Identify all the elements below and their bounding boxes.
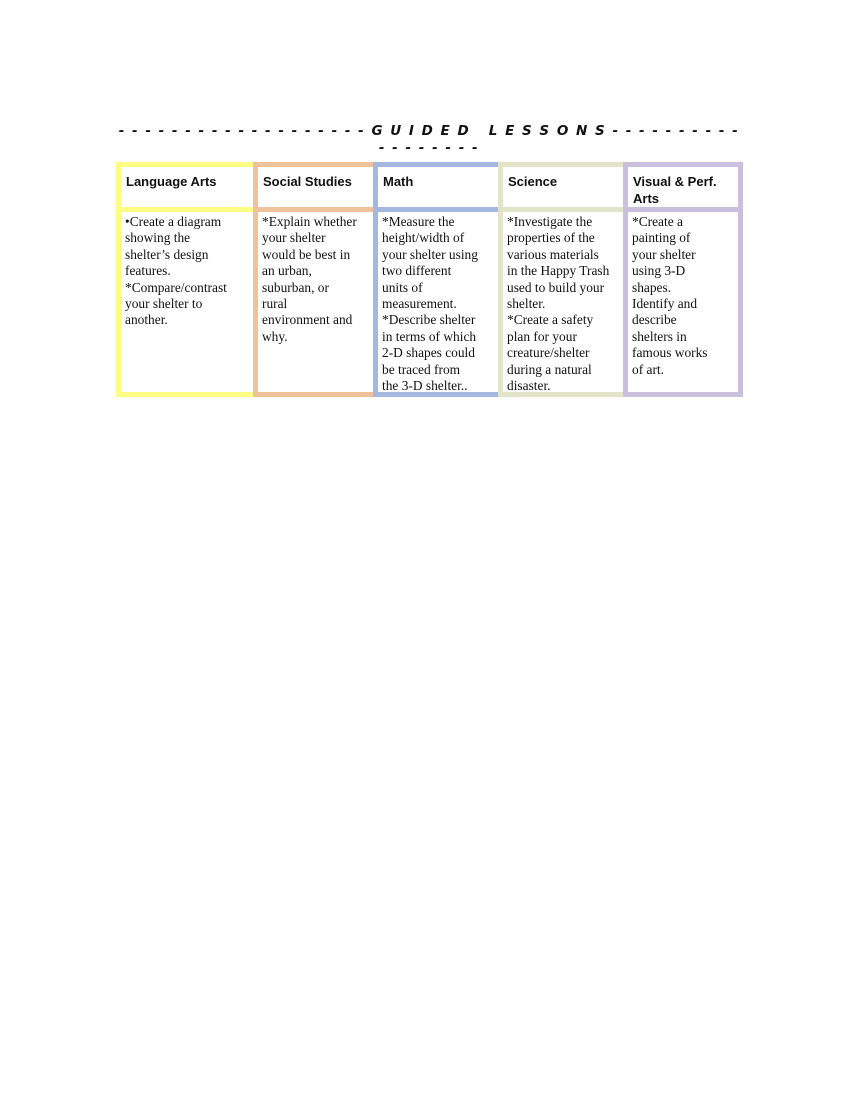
- column-social-studies: [253, 162, 378, 397]
- lesson-text-line: an urban,: [262, 263, 312, 279]
- lesson-text-line: Identify and: [632, 296, 698, 312]
- lesson-text-line: used to build your: [507, 279, 605, 295]
- lesson-text-line: measurement.: [382, 296, 457, 312]
- lesson-text-line: various materials: [507, 246, 599, 262]
- lesson-text-line: be traced from: [382, 361, 461, 377]
- lesson-text-line: *Describe shelter: [382, 312, 476, 328]
- lesson-text-line: of art.: [632, 361, 664, 377]
- lesson-text-line: another.: [125, 312, 168, 328]
- lesson-text-line: why.: [262, 328, 288, 344]
- column-body: [628, 212, 738, 378]
- lesson-text-line: would be best in: [262, 246, 351, 262]
- lesson-text-line: your shelter to: [125, 296, 203, 312]
- lesson-text-line: shelter’s design: [125, 246, 209, 262]
- column-body: [121, 212, 253, 329]
- lesson-text-line: shelters in: [632, 328, 687, 344]
- lesson-text-line: shapes.: [632, 279, 672, 295]
- column-science: [498, 162, 628, 397]
- lesson-text-line: *Compare/contrast: [125, 279, 227, 295]
- lesson-text-line: rural: [262, 296, 288, 312]
- column-math: [373, 162, 503, 397]
- lesson-text-line: 2-D shapes could: [382, 345, 475, 361]
- lesson-text-line: painting of: [632, 230, 691, 246]
- lesson-text-line: showing the: [125, 230, 191, 246]
- lesson-text-line: disaster.: [507, 378, 551, 394]
- lesson-text-line: your shelter: [262, 230, 326, 246]
- lesson-text-line: *Investigate the: [507, 214, 593, 229]
- lesson-text-line: *Measure the: [382, 214, 455, 229]
- column-heading: Visual & Perf. Arts: [633, 174, 717, 206]
- lesson-text-line: *Create a: [632, 214, 683, 229]
- lesson-text-line: units of: [382, 279, 423, 295]
- lesson-text-line: during a natural: [507, 361, 592, 377]
- column-language-arts: [116, 162, 258, 397]
- lesson-text-line: famous works: [632, 345, 708, 361]
- column-body: [503, 212, 623, 394]
- lesson-text-line: *Explain whether: [262, 214, 357, 229]
- lesson-text-line: shelter.: [507, 296, 546, 312]
- lesson-text-line: •Create a diagram: [125, 214, 222, 229]
- column-body: [378, 212, 498, 394]
- column-visual-perf-arts: [623, 162, 743, 397]
- column-heading: Social Studies: [263, 174, 352, 189]
- lesson-text-line: in terms of which: [382, 328, 477, 344]
- lesson-text-line: properties of the: [507, 230, 595, 246]
- lesson-text-line: your shelter using: [382, 246, 478, 262]
- title-trailing-dash: -: [425, 157, 433, 173]
- lesson-text-line: height/width of: [382, 230, 465, 246]
- column-heading: Language Arts: [126, 174, 217, 189]
- lesson-text-line: two different: [382, 263, 452, 279]
- lesson-text-line: plan for your: [507, 328, 577, 344]
- lesson-text-line: in the Happy Trash: [507, 263, 610, 279]
- lesson-text-line: *Create a safety: [507, 312, 594, 328]
- lesson-text-line: using 3-D: [632, 263, 686, 279]
- column-heading: Math: [383, 174, 414, 189]
- guided-lessons-table: [116, 162, 743, 397]
- lesson-text-line: creature/shelter: [507, 345, 590, 361]
- lesson-text-line: the 3-D shelter..: [382, 378, 468, 394]
- column-body: [258, 212, 373, 345]
- lesson-text-line: describe: [632, 312, 677, 328]
- lesson-text-line: environment and: [262, 312, 353, 328]
- column-heading: Science: [508, 174, 558, 189]
- lesson-text-line: features.: [125, 263, 171, 279]
- lesson-text-line: suburban, or: [262, 279, 329, 295]
- lesson-text-line: your shelter: [632, 246, 696, 262]
- title-text: - - - - - - - - - - - - - - - - - - - G U I D E D L E S S O N S - - - - - - - - - - - - - - - - - -: [118, 123, 746, 156]
